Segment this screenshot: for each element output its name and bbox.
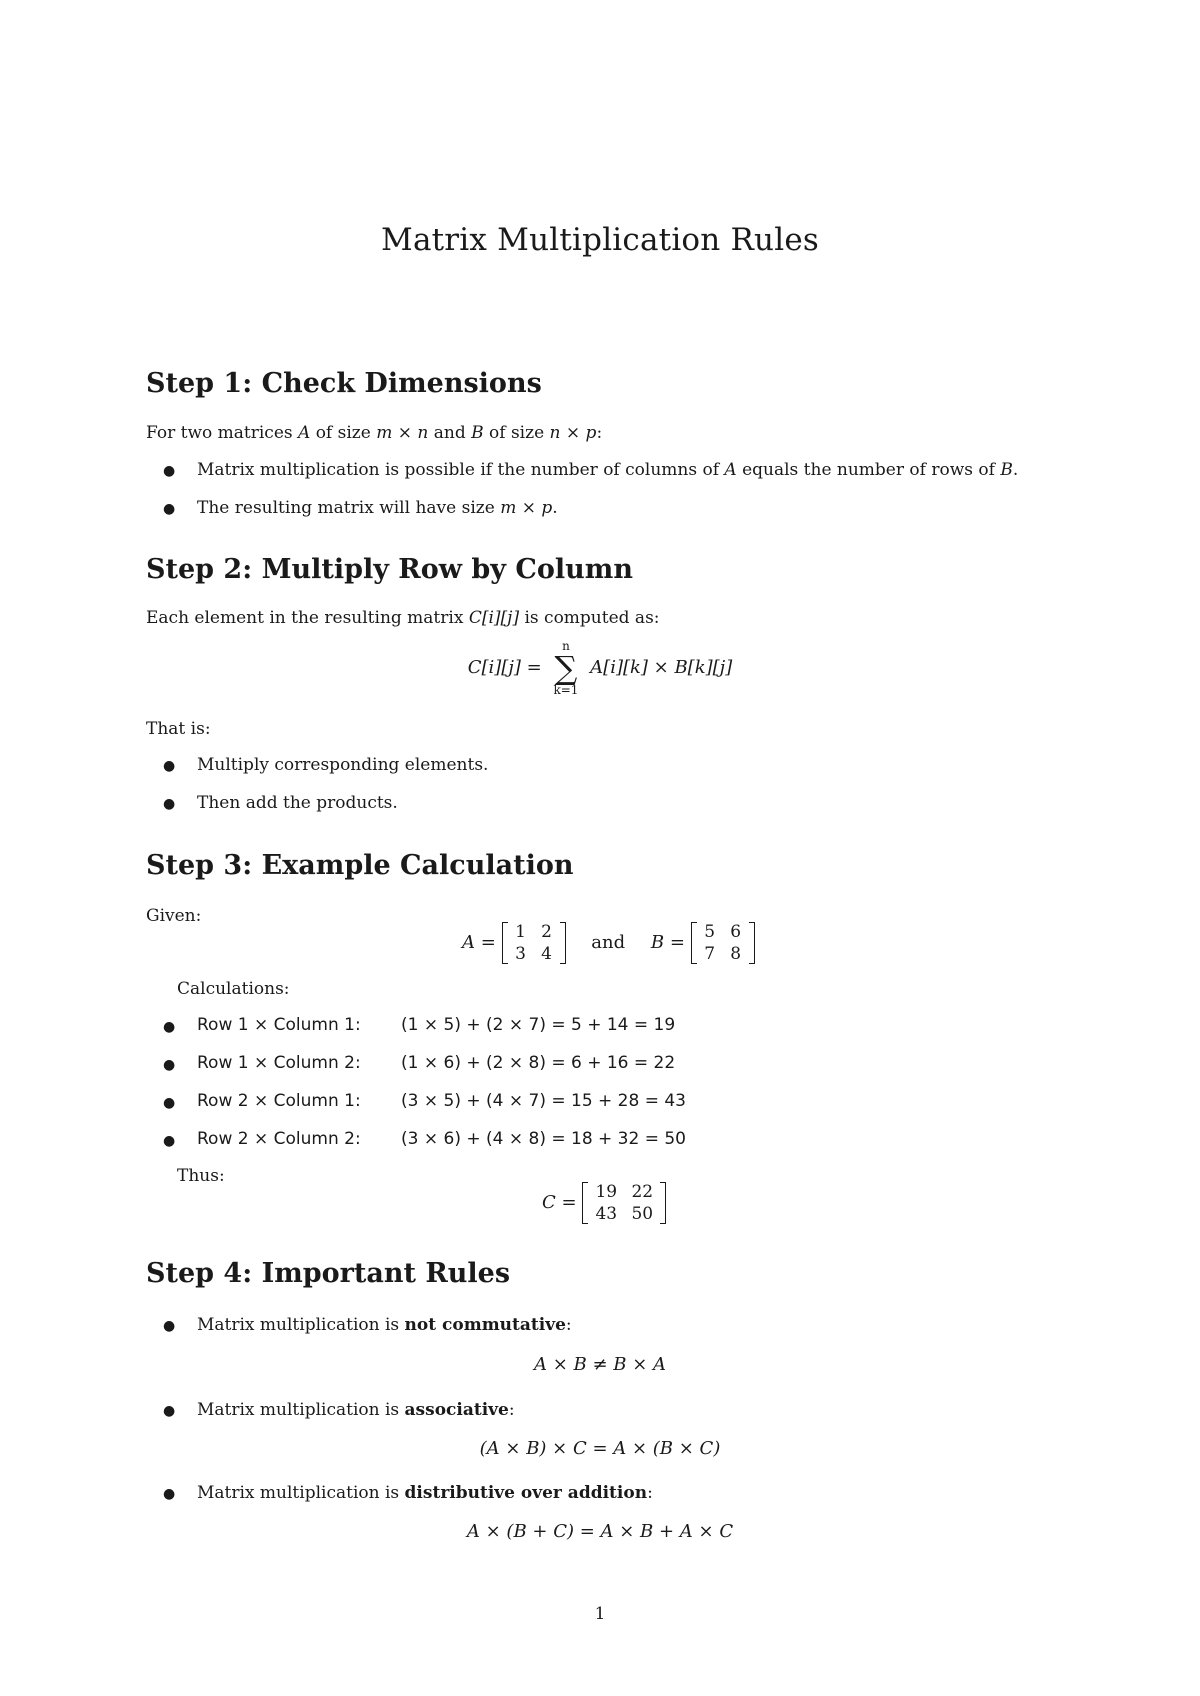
bullet-icon: ● [163,1403,176,1419]
step3-given: Given: [146,906,202,926]
step1-bullet-1: Matrix multiplication is possible if the number of columns of A equals the number of rows of B. [197,460,1019,480]
rule-commutative: Matrix multiplication is not commutative: [197,1315,572,1335]
bullet-icon: ● [163,1057,176,1073]
step2-bullet-2: Then add the products. [197,793,398,813]
bullet-icon: ● [163,1486,176,1502]
step1-bullet-2: The resulting matrix will have size m × p. [197,498,558,518]
bullet-icon: ● [163,1095,176,1111]
matrix-c: 19 22 43 50 [582,1182,666,1224]
step1-intro: For two matrices A of size m × n and B of size n × p: [146,423,603,443]
bullet-icon: ● [163,758,176,774]
step2-intro: Each element in the resulting matrix C[i][j] is computed as: [146,608,660,628]
step2-heading: Step 2: Multiply Row by Column [146,554,633,585]
step1-heading: Step 1: Check Dimensions [146,368,542,399]
bullet-icon: ● [163,1019,176,1035]
rule-distributive-formula: A × (B + C) = A × B + A × C [466,1521,734,1542]
bullet-icon: ● [163,1133,176,1149]
bullet-icon: ● [163,501,176,517]
page-number: 1 [594,1604,606,1624]
calc-expr-2: (1 × 6) + (2 × 8) = 6 + 16 = 22 [401,1053,676,1073]
result-matrix-c: C = 19 22 43 50 [542,1182,666,1224]
calc-label-2: Row 1 × Column 2: [197,1053,361,1073]
step4-heading: Step 4: Important Rules [146,1258,511,1289]
step3-heading: Step 3: Example Calculation [146,850,574,881]
bullet-icon: ● [163,463,176,479]
rule-associative-formula: (A × B) × C = A × (B × C) [479,1438,721,1459]
given-matrices: A = 1 2 3 4 and B = 5 6 7 8 [462,922,755,964]
calc-expr-3: (3 × 5) + (4 × 7) = 15 + 28 = 43 [401,1091,686,1111]
calc-label-3: Row 2 × Column 1: [197,1091,361,1111]
rule-distributive: Matrix multiplication is distributive over addition: [197,1483,653,1503]
rule-commutative-formula: A × B ≠ B × A [533,1354,667,1375]
step3-thus: Thus: [177,1166,225,1186]
calc-expr-1: (1 × 5) + (2 × 7) = 5 + 14 = 19 [401,1015,676,1035]
step2-bullet-1: Multiply corresponding elements. [197,755,489,775]
summation-formula: C[i][j] = n ∑ k=1 A[i][k] × B[k][j] [467,639,733,697]
step2-that-is: That is: [146,719,211,739]
sum-operator: n ∑ k=1 [553,639,579,697]
matrix-a: 1 2 3 4 [502,922,566,964]
bullet-icon: ● [163,796,176,812]
calc-expr-4: (3 × 6) + (4 × 8) = 18 + 32 = 50 [401,1129,686,1149]
step3-calculations-label: Calculations: [177,979,290,999]
bullet-icon: ● [163,1318,176,1334]
calc-label-4: Row 2 × Column 2: [197,1129,361,1149]
page-title: Matrix Multiplication Rules [381,222,819,258]
calc-label-1: Row 1 × Column 1: [197,1015,361,1035]
rule-associative: Matrix multiplication is associative: [197,1400,515,1420]
matrix-b: 5 6 7 8 [691,922,755,964]
